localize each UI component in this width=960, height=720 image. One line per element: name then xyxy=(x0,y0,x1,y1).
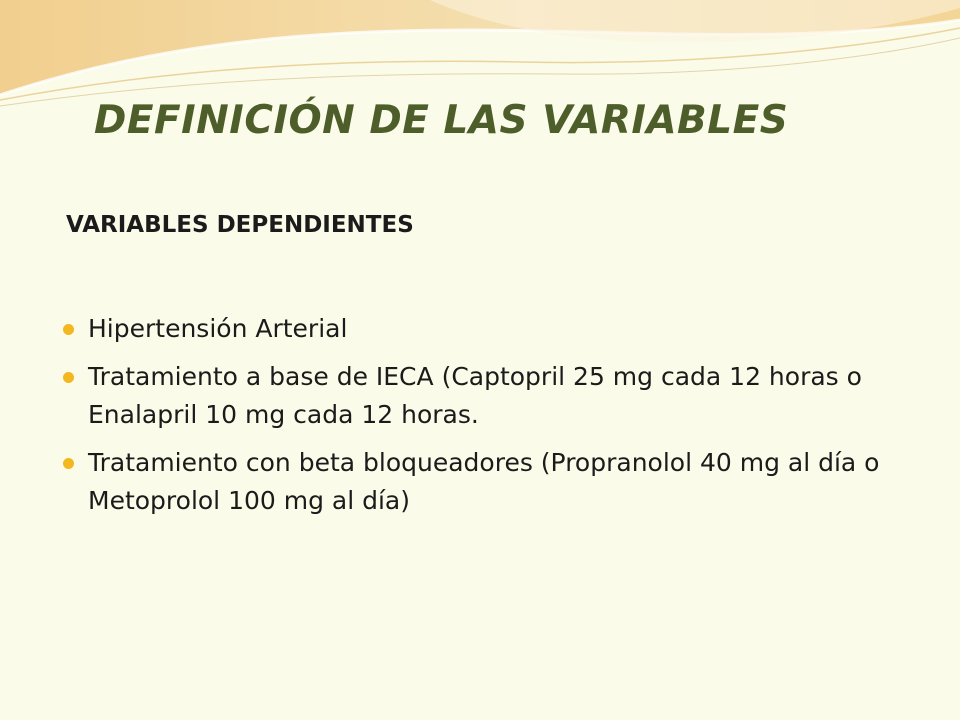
bullet-item xyxy=(60,444,920,520)
slide-title: DEFINICIÓN DE LAS VARIABLES xyxy=(94,98,789,143)
bullet-item xyxy=(60,358,920,434)
bullet-text: Hipertensión Arterial xyxy=(88,314,348,343)
bullet-dot-icon xyxy=(63,372,74,383)
bullet-item xyxy=(60,310,920,348)
section-subtitle: VARIABLES DEPENDIENTES xyxy=(66,212,414,238)
bullet-text: Tratamiento a base de IECA (Captopril 25 mg cada 12 horas o Enalapril 10 mg cada 12 horas. xyxy=(88,362,862,429)
bullet-text: Tratamiento con beta bloqueadores (Propranolol 40 mg al día o Metoprolol 100 mg al día) xyxy=(88,448,880,515)
bullet-dot-icon xyxy=(63,458,74,469)
bullet-dot-icon xyxy=(63,324,74,335)
bullet-list xyxy=(60,310,920,530)
